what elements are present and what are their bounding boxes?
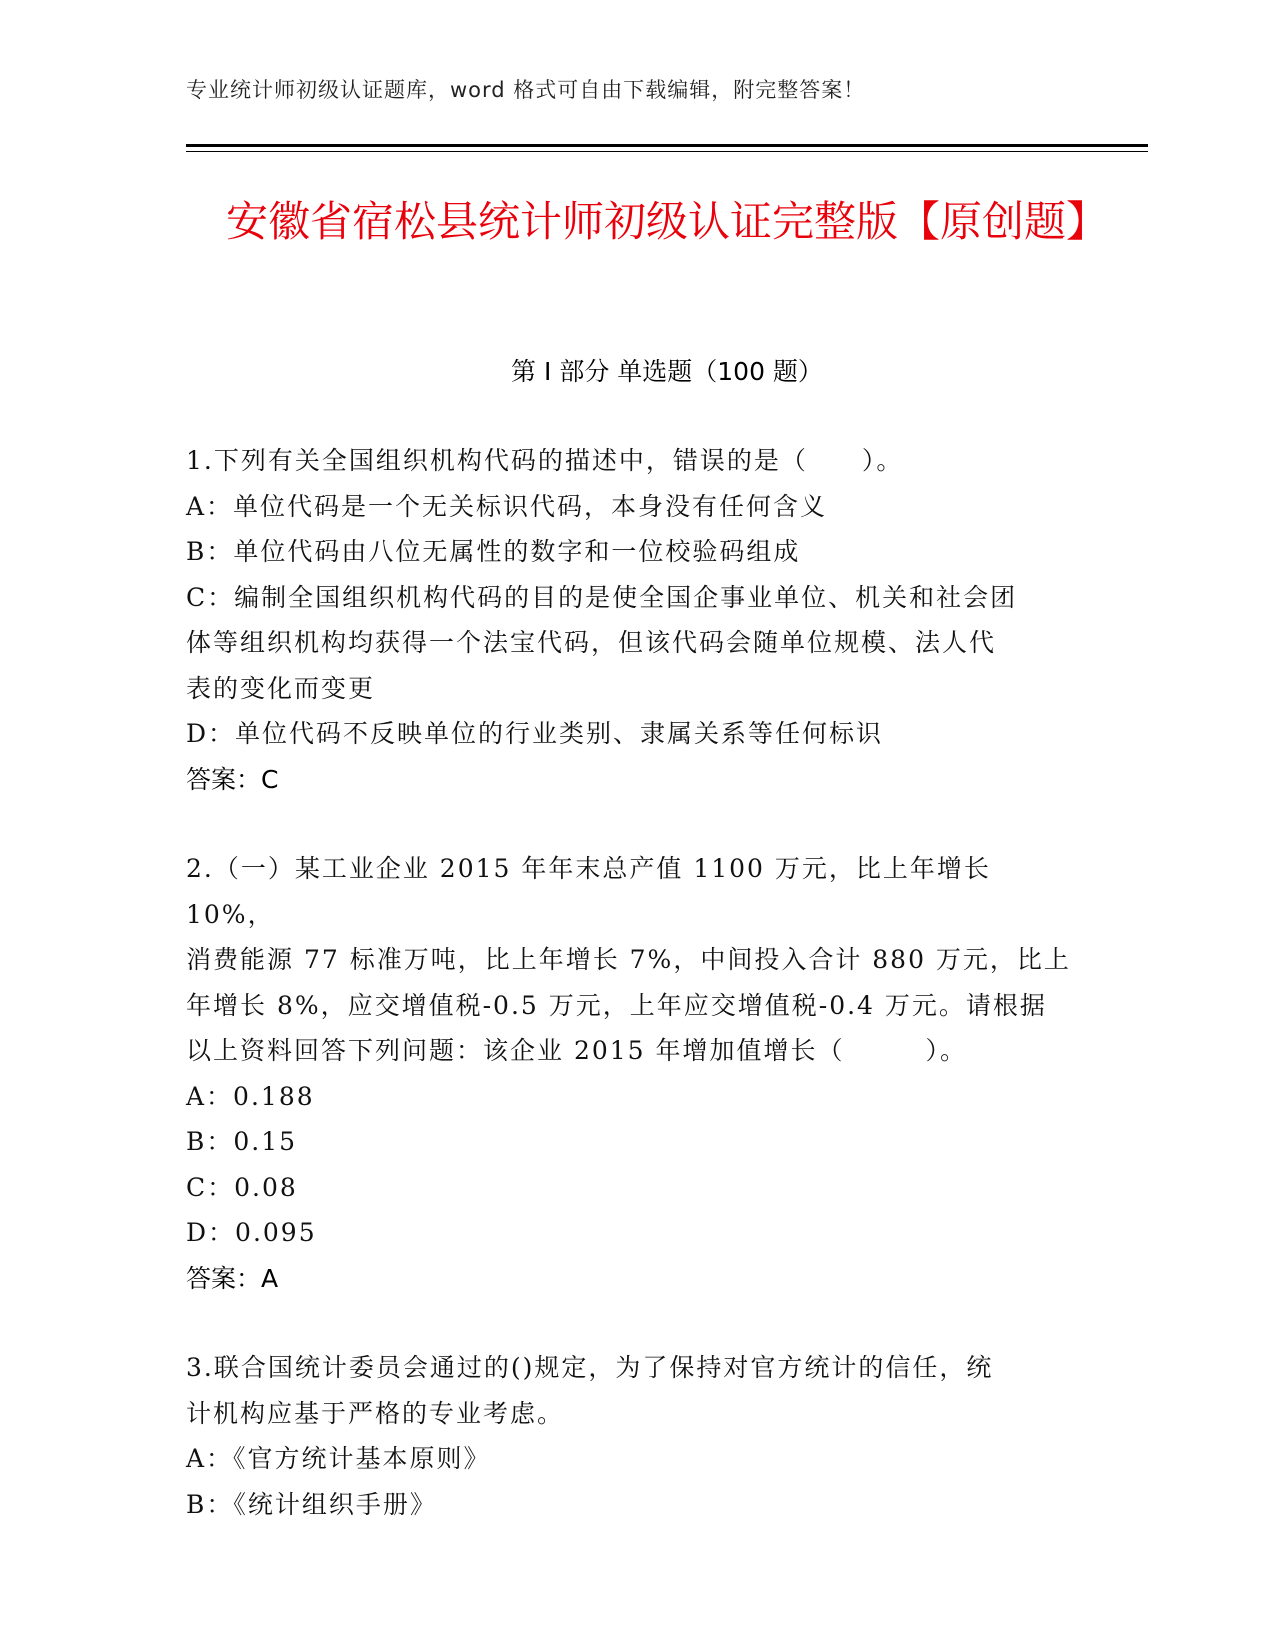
answer-label: 答案：C [186,764,279,794]
header-note: 专业统计师初级认证题库，word 格式可自由下载编辑，附完整答案！ [186,78,866,102]
question-line: 3.联合国统计委员会通过的()规定，为了保持对官方统计的信任，统 [186,1353,994,1382]
option-a: A：单位代码是一个无关标识代码，本身没有任何含义 [186,491,828,521]
option-d: D：单位代码不反映单位的行业类别、隶属关系等任何标识 [186,719,884,748]
document-title: 安徽省宿松县统计师初级认证完整版【原创题】 [225,197,1108,246]
option-b: B：0.15 [186,1127,298,1156]
question-1 [186,438,1086,802]
question-line: 消费能源 77 标准万吨，比上年增长 7%，中间投入合计 880 万元，比上 [186,945,1071,974]
option-a: A：0.188 [186,1081,315,1111]
question-line: 2.（一）某工业企业 2015 年年末总产值 1100 万元，比上年增长 10%， [186,854,991,929]
header-rule-thick [186,144,1148,147]
section-title: 第 I 部分 单选题（100 题） [511,357,823,386]
option-a: A：《官方统计基本原则》 [186,1444,491,1473]
question-3 [186,1345,1086,1527]
option-c: C：0.08 [186,1172,298,1202]
question-line: 以上资料回答下列问题：该企业 2015 年增加值增长（ ）。 [186,1036,968,1065]
question-line: 1.下列有关全国组织机构代码的描述中，错误的是（ ）。 [186,446,904,475]
question-list [186,438,1086,1571]
header-rule-thin [186,151,1148,152]
option-c: C：编制全国组织机构代码的目的是使全国企事业单位、机关和社会团 [186,582,1018,612]
option-c-continued: 体等组织机构均获得一个法宝代码，但该代码会随单位规模、法人代 [186,628,997,657]
question-line: 计机构应基于严格的专业考虑。 [186,1398,565,1428]
option-b: B：《统计组织手册》 [186,1489,437,1519]
option-c-continued: 表的变化而变更 [186,673,376,703]
question-2 [186,846,1086,1301]
option-d: D：0.095 [186,1218,317,1247]
option-b: B：单位代码由八位无属性的数字和一位校验码组成 [186,537,801,566]
question-line: 年增长 8%，应交增值税-0.5 万元，上年应交增值税-0.4 万元。请根据 [186,990,1047,1020]
answer-label: 答案：A [186,1263,279,1293]
